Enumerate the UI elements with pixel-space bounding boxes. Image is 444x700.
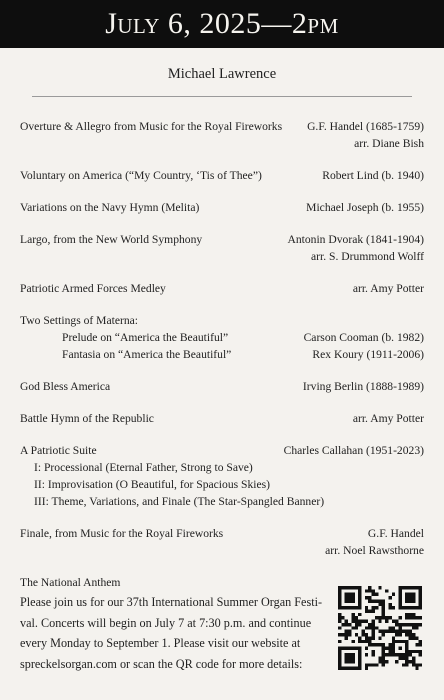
piece-title: God Bless America bbox=[20, 380, 111, 393]
sub-piece-composer: Rex Koury (1911-2006) bbox=[312, 348, 424, 361]
piece-composer: Robert Lind (b. 1940) bbox=[322, 169, 424, 182]
piece-title: Overture & Allegro from Music for the Royal Fireworks bbox=[20, 120, 283, 133]
piece-arranger: arr. Diane Bish bbox=[354, 137, 424, 150]
announcement-line: Please join us for our 37th International Summer Organ Festi- bbox=[20, 595, 323, 609]
sub-piece-title: Prelude on “America the Beautiful” bbox=[62, 331, 229, 344]
piece-composer: G.F. Handel bbox=[367, 527, 424, 540]
program-item bbox=[20, 442, 424, 510]
piece-title: The National Anthem bbox=[20, 576, 121, 589]
movement: III: Theme, Variations, and Finale (The Star-Spangled Banner) bbox=[34, 495, 325, 508]
announcement-line: val. Concerts will begin on July 7 at 7:30 p.m. and continue bbox=[20, 615, 312, 630]
program-item bbox=[20, 312, 424, 363]
date-banner bbox=[0, 0, 444, 48]
piece-title: Finale, from Music for the Royal Fireworks bbox=[20, 527, 224, 540]
qr-code-icon[interactable] bbox=[338, 586, 422, 670]
program-item bbox=[20, 280, 424, 297]
concert-date-time: July 6, 2025—2pm bbox=[105, 7, 339, 40]
program-item bbox=[20, 378, 424, 395]
sub-piece-title: Fantasia on “America the Beautiful” bbox=[62, 348, 232, 361]
program-item bbox=[20, 118, 424, 152]
piece-composer: Antonin Dvorak (1841-1904) bbox=[287, 233, 424, 246]
piece-title: Variations on the Navy Hymn (Melita) bbox=[20, 201, 200, 214]
program-item bbox=[20, 410, 424, 427]
divider bbox=[32, 96, 412, 97]
piece-title: Two Settings of Materna: bbox=[20, 314, 139, 327]
piece-title: Voluntary on America (“My Country, ‘Tis of Thee”) bbox=[20, 169, 262, 182]
performer-name: Michael Lawrence bbox=[167, 66, 277, 82]
movement: I: Processional (Eternal Father, Strong to Save) bbox=[34, 461, 253, 474]
piece-composer: Charles Callahan (1951-2023) bbox=[283, 444, 424, 457]
program-item bbox=[20, 525, 424, 559]
piece-composer: arr. Amy Potter bbox=[352, 282, 424, 295]
announcement-line: spreckelsorgan.com or scan the QR code for more details: bbox=[20, 656, 303, 671]
piece-arranger: arr. S. Drummond Wolff bbox=[311, 250, 424, 263]
program-item bbox=[20, 167, 424, 184]
piece-composer: Irving Berlin (1888-1989) bbox=[302, 380, 424, 393]
announcement-line: every Monday to September 1. Please visit our website at bbox=[20, 636, 301, 650]
program-list bbox=[20, 118, 424, 606]
sub-piece-composer: Carson Cooman (b. 1982) bbox=[303, 331, 424, 344]
festival-announcement bbox=[20, 592, 323, 674]
piece-composer: arr. Amy Potter bbox=[352, 412, 424, 425]
piece-title: Battle Hymn of the Republic bbox=[20, 412, 154, 425]
piece-arranger: arr. Noel Rawsthorne bbox=[325, 544, 424, 557]
piece-title: A Patriotic Suite bbox=[20, 444, 97, 457]
movement: II: Improvisation (O Beautiful, for Spacious Skies) bbox=[34, 478, 271, 491]
piece-composer: G.F. Handel (1685-1759) bbox=[307, 120, 424, 133]
piece-title: Largo, from the New World Symphony bbox=[20, 233, 203, 246]
piece-composer: Michael Joseph (b. 1955) bbox=[306, 201, 424, 214]
program-item bbox=[20, 231, 424, 265]
piece-title: Patriotic Armed Forces Medley bbox=[20, 282, 166, 295]
program-item bbox=[20, 199, 424, 216]
